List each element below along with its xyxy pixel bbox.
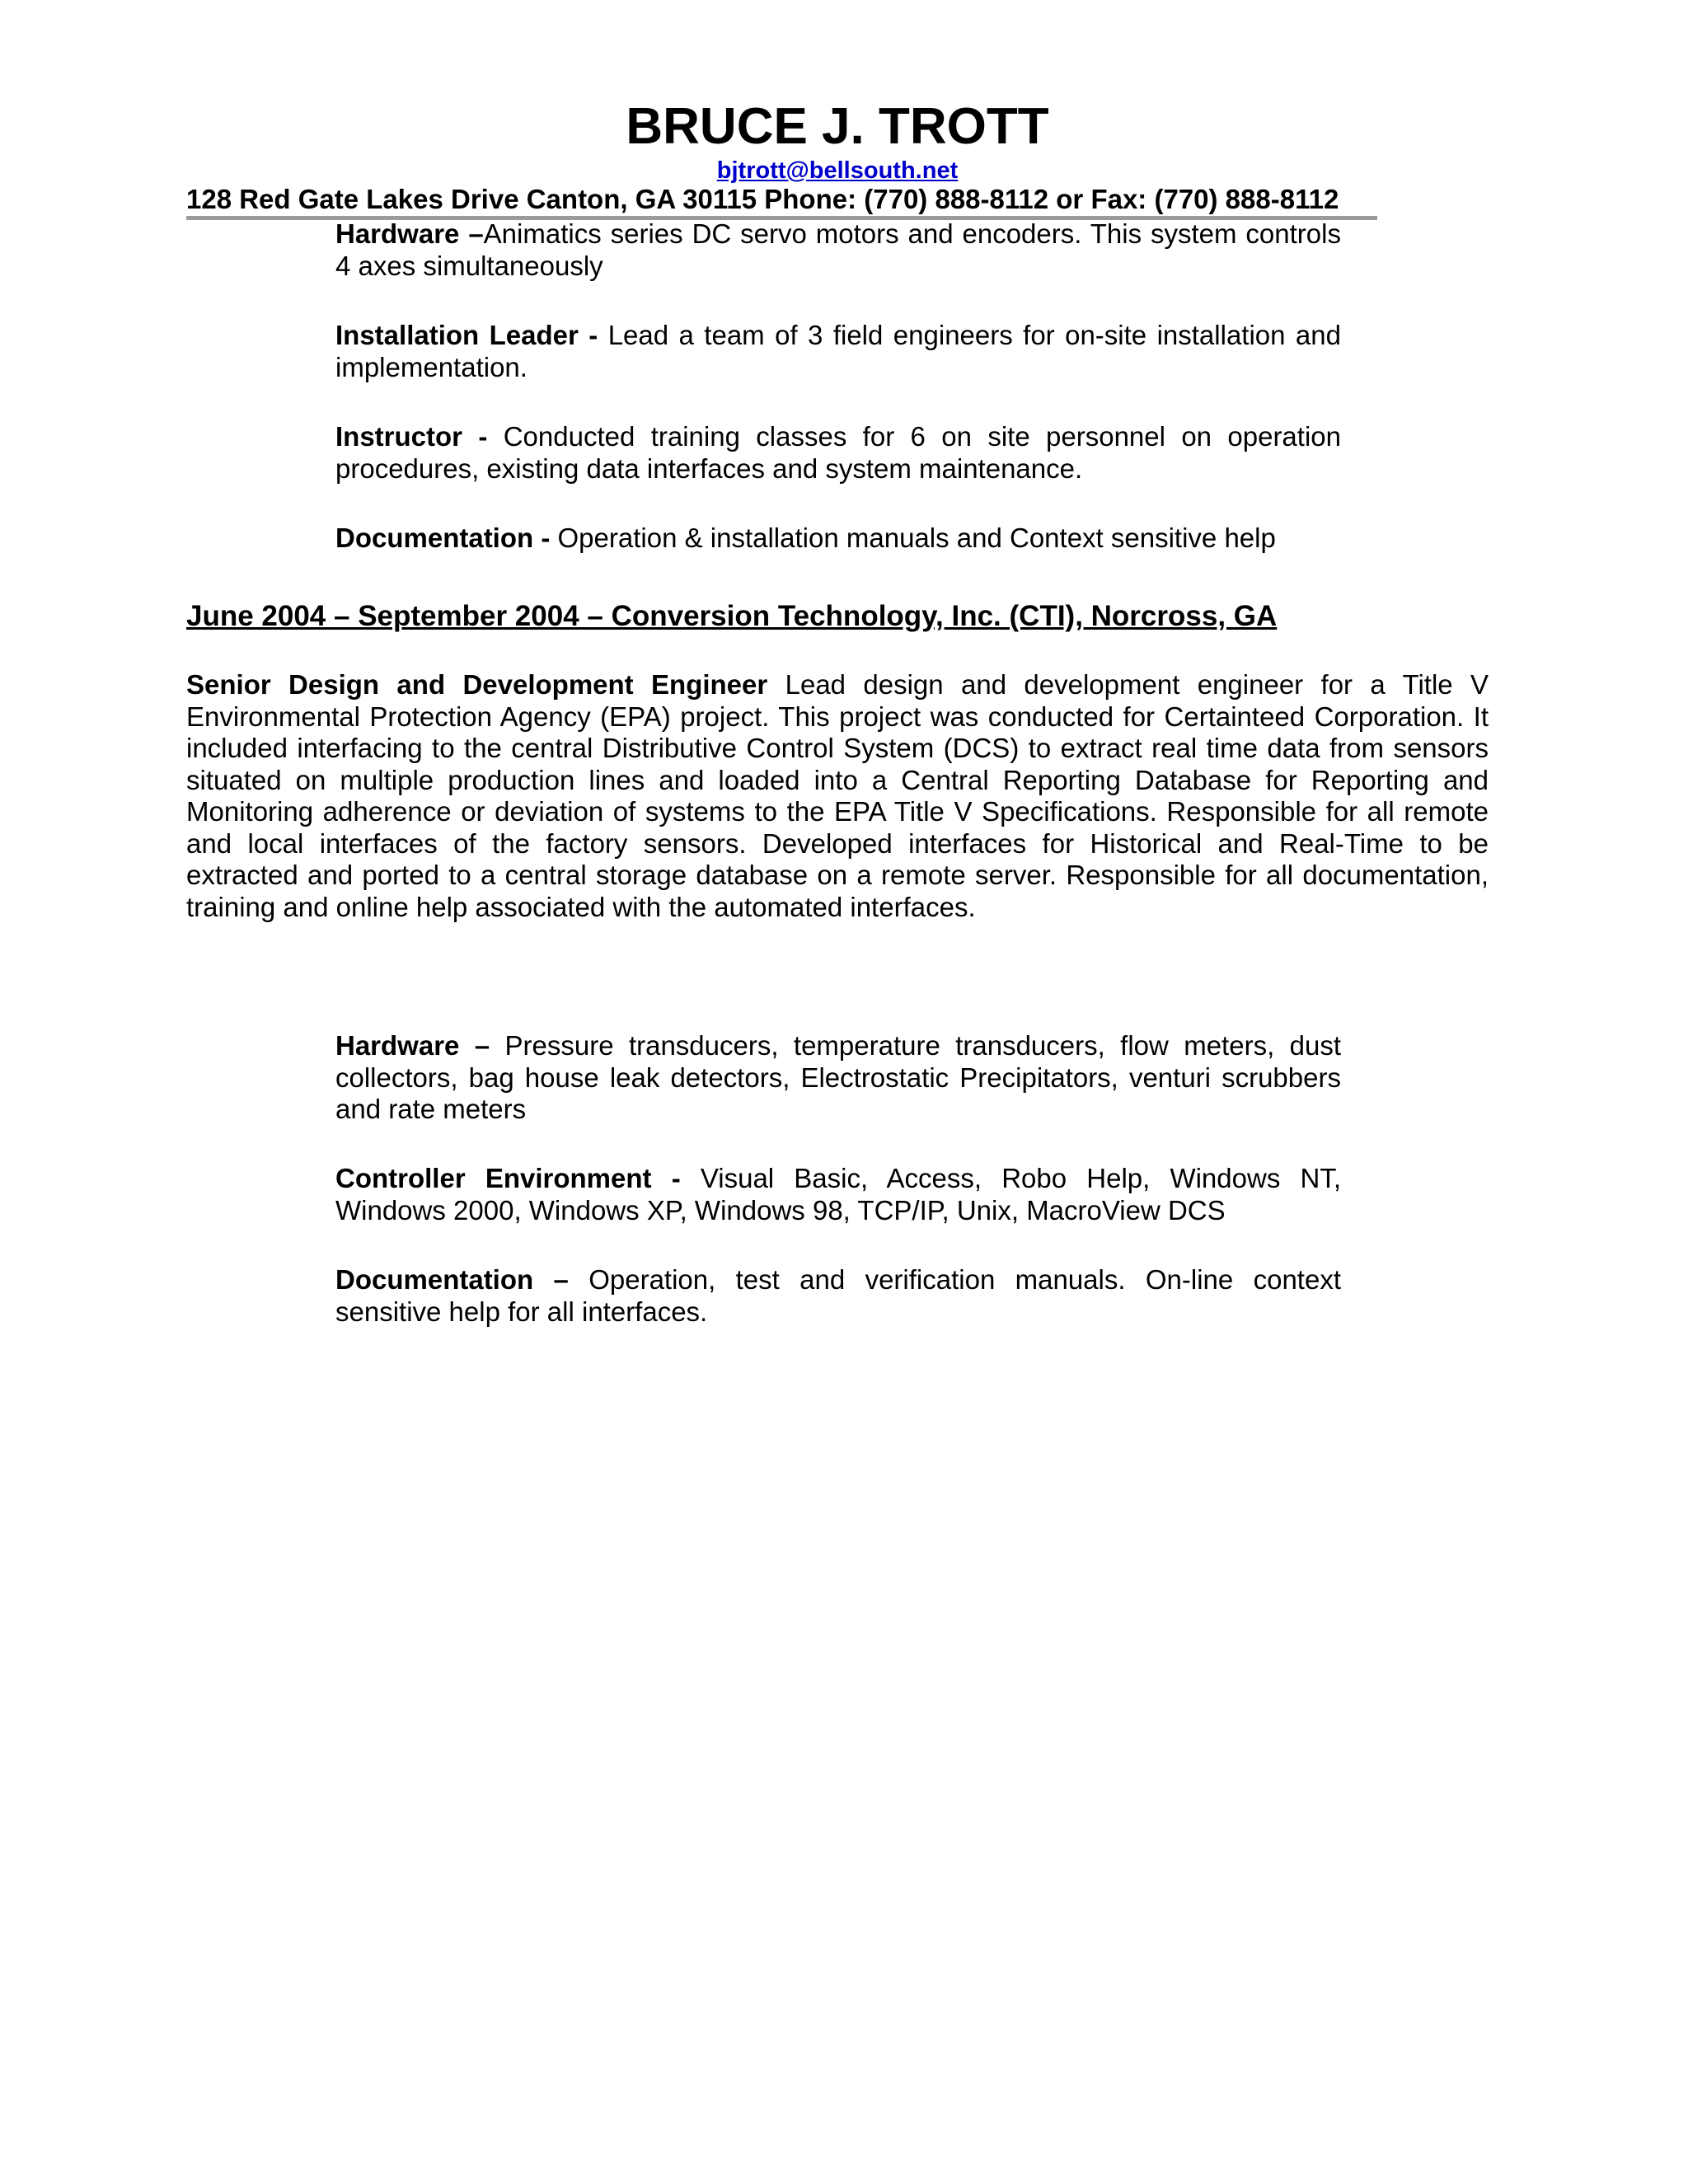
hardware-label: Hardware –: [335, 218, 484, 249]
controller-environment-paragraph: [335, 1163, 1341, 1226]
cti-documentation-label: Documentation –: [335, 1264, 589, 1295]
role-description-paragraph: [186, 669, 1489, 923]
cti-hardware-label: Hardware –: [335, 1030, 505, 1061]
instructor-text: Conducted training classes for 6 on site personnel on operation procedures, existing data interfaces and system maintenance.: [335, 421, 1341, 484]
hardware-paragraph: [335, 218, 1341, 282]
documentation-text: Operation & installation manuals and Context sensitive help: [557, 523, 1276, 553]
installation-leader-label: Installation Leader -: [335, 320, 608, 350]
job-heading-cti: June 2004 – September 2004 – Conversion Technology, Inc. (CTI), Norcross, GA: [186, 600, 1278, 632]
role-title: Senior Design and Development Engineer: [186, 669, 768, 700]
controller-environment-text: Visual Basic, Access, Robo Help, Windows NT, Windows 2000, Windows XP, Windows 98, TCP/IP, Unix, MacroView DCS: [335, 1163, 1341, 1226]
installation-leader-paragraph: [335, 320, 1341, 383]
documentation-paragraph: [335, 523, 1341, 555]
email-line: [0, 157, 1675, 185]
role-description: Lead design and development engineer for a Title V Environmental Protection Agency (EPA) project. This project was conducted for Certainteed Corporation. It included interfacing to the central Distributive Control System (DCS) to extract real time data from sensors situated on multiple production lines and loaded into a Central Reporting Database for Reporting and Monitoring adherence or deviation of systems to the EPA Title V Specifications. Responsible for all remote and local interfaces of the factory sensors. Developed interfaces for Historical and Real-Time to be extracted and ported to a central storage database on a remote server. Responsible for all documentation, training and online help associated with the automated interfaces.: [186, 669, 1489, 922]
documentation-label: Documentation -: [335, 523, 558, 553]
hardware-text: Animatics series DC servo motors and encoders. This system controls 4 axes simultaneously: [335, 218, 1341, 281]
instructor-label: Instructor -: [335, 421, 504, 452]
resume-name: BRUCE J. TROTT: [626, 98, 1049, 155]
controller-environment-label: Controller Environment -: [335, 1163, 701, 1193]
cti-hardware-text: Pressure transducers, temperature transducers, flow meters, dust collectors, bag house leak detectors, Electrostatic Precipitators, venturi scrubbers and rate meters: [335, 1030, 1341, 1124]
cti-documentation-paragraph: [335, 1264, 1341, 1328]
instructor-paragraph: [335, 421, 1341, 485]
installation-leader-text: Lead a team of 3 field engineers for on-site installation and implementation.: [335, 320, 1341, 382]
contact-address-line: 128 Red Gate Lakes Drive Canton, GA 30115 Phone: (770) 888-8112 or Fax: (770) 888-8112: [186, 184, 1339, 214]
cti-documentation-text: Operation, test and verification manuals. On-line context sensitive help for all interfaces.: [335, 1264, 1341, 1327]
email-link[interactable]: bjtrott@bellsouth.net: [716, 157, 959, 184]
cti-hardware-paragraph: [335, 1030, 1341, 1126]
